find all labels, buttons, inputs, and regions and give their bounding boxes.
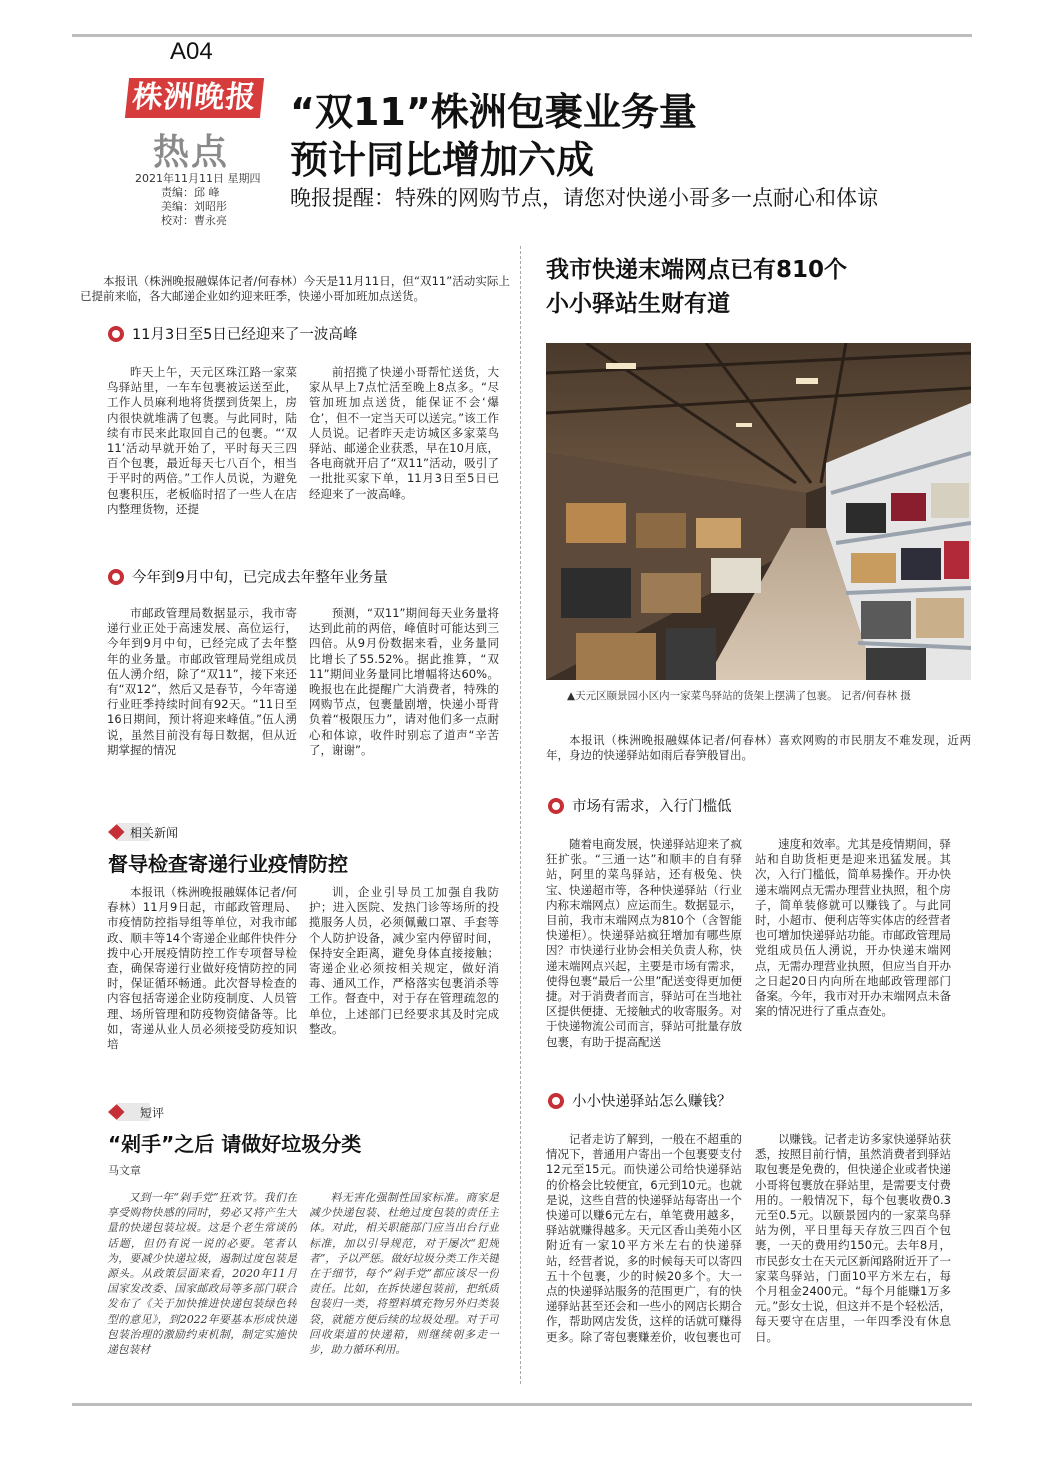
parcel-station-photo bbox=[546, 343, 971, 680]
main-section-2-col-2: 预测，“双11”期间每天业务量将达到此前的两倍，峰值时可能达到三四倍。从9月份数据来看，业务量同比增长了55.52%。据此推算，“双11”期间业务量同比增幅将达60%。晚报也在此提醒广大消费者，特殊的网购节点，包裹量剧增，快递小哥背负着“极限压力”，请对他们多一点耐心和体谅，收件时别忘了道声“辛苦了，谢谢”。 bbox=[309, 606, 499, 757]
page-meta bbox=[135, 172, 261, 228]
section-bullet-icon bbox=[108, 326, 124, 342]
bottom-rule bbox=[72, 1403, 972, 1406]
main-section-1-col-2: 前招揽了快递小哥帮忙送货，大家从早上7点忙活至晚上8点多。“尽管加班加点送货，能保证不会‘爆仓’，但不一定当天可以送完。”该工作人员说。记者昨天走访城区多家菜鸟驿站、邮递企业获悉，早在10月底，各电商就开启了“双11”活动，吸引了一批批买家下单，11月3日至5日已经迎来了一波高峰。 bbox=[309, 365, 499, 501]
main-headline-line-2: 预计同比增加六成 bbox=[290, 138, 595, 182]
side-section-2-heading bbox=[548, 1090, 732, 1111]
main-lead: 本报讯（株洲晚报融媒体记者/何春林）今天是11月11日，但“双11”活动实际上已提前来临，各大邮递企业如约迎来旺季，快递小哥加班加点送货。 bbox=[80, 274, 510, 304]
main-section-2-heading bbox=[108, 566, 388, 587]
meta-editor: 责编：邱 峰 bbox=[161, 186, 220, 199]
related-news-tag-label: 相关新闻 bbox=[130, 826, 179, 840]
column-divider bbox=[520, 246, 522, 1384]
main-headline-line-1: “双11”株洲包裹业务量 bbox=[290, 90, 697, 134]
main-section-2-title: 今年到9月中旬，已完成去年整年业务量 bbox=[132, 570, 388, 586]
side-section-2-col-2: 以赚钱。记者走访多家快递驿站获悉，按照目前行情，虽然消费者到驿站取包裹是免费的，但快递企业或者快递小哥将包裹放在驿站里，是需要支付费用的。一般情况下，每个包裹收费0.3元至0.5元。以颐景园内的一家菜鸟驿站为例，平日里每天存放三四百个包裹，一天的费用约150元。去年8月，市民彭女士在天元区新闻路附近开了一家菜鸟驿站，门面10平方米左右，每个月租金2400元。“每个月能赚1万多元。”彭女士说，但这并不是个轻松活，每天要守在店里，一年四季没有休息日。 bbox=[755, 1132, 951, 1344]
main-section-1-heading bbox=[108, 323, 357, 344]
related-news-title: 督导检查寄递行业疫情防控 bbox=[108, 852, 348, 876]
main-headline bbox=[290, 88, 697, 184]
related-news-col-1: 本报讯（株洲晚报融媒体记者/何春林）11月9日起，市邮政管理局、市疫情防控指导组等单位，对我市邮政、顺丰等14个寄递企业邮件快件分拨中心开展疫情防控工作专项督导检查，确保寄递行业做好疫情防控的同时，保证循环畅通。此次督导检查的内容包括寄递企业防疫制度、人员管理、场所管理和防疫物资储备等。比如，寄递从业人员必须接受防疫知识培 bbox=[107, 885, 297, 1052]
side-section-1-heading bbox=[548, 795, 732, 816]
side-story-title-line-1: 我市快递末端网点已有810个 bbox=[546, 257, 848, 283]
main-section-2-col-1: 市邮政管理局数据显示，我市寄递行业正处于高速发展、高位运行，今年到9月中旬，已经完成了去年整年的业务量。市邮政管理局党组成员伍人湧介绍，除了“双11”，接下来还有“双12”，然后又是春节，今年寄递行业旺季持续时间有92天。“11日至16日期间，预计将迎来峰值。”伍人湧说，虽然目前没有每日数据，但从近期掌握的情况 bbox=[107, 606, 297, 757]
meta-art-editor: 美编：刘昭彤 bbox=[161, 200, 227, 213]
section-name: 热点 bbox=[153, 131, 230, 173]
side-story-title-line-2: 小小驿站生财有道 bbox=[546, 291, 730, 317]
section-bullet-icon bbox=[108, 569, 124, 585]
newspaper-logo: 株洲晚报 bbox=[125, 78, 264, 118]
side-story-lead: 本报讯（株洲晚报融媒体记者/何春林）喜欢网购的市民朋友不难发现，近两年，身边的快递驿站如雨后春笋般冒出。 bbox=[546, 733, 971, 763]
page-code: A04 bbox=[170, 38, 213, 65]
main-subhead: 晚报提醒：特殊的网购节点，请您对快递小哥多一点耐心和体谅 bbox=[290, 186, 878, 210]
meta-proofreader: 校对：曹永亮 bbox=[161, 214, 227, 227]
side-section-1-title: 市场有需求，入行门槛低 bbox=[572, 799, 732, 815]
top-rule bbox=[72, 34, 972, 37]
related-news-col-2: 训，企业引导员工加强自我防护；进入医院、发热门诊等场所的投揽服务人员，必须佩戴口罩、手套等个人防护设备，减少室内停留时间，保持安全距离，避免身体直接接触；寄递企业必须按相关规定，做好消毒、通风工作，严格落实包裹消杀等工作。督查中，对于存在管理疏忽的单位，上述部门已经要求其及时完成整改。 bbox=[309, 885, 499, 1036]
main-section-1-title: 11月3日至5日已经迎来了一波高峰 bbox=[132, 327, 358, 343]
meta-date: 2021年11月11日 星期四 bbox=[135, 172, 261, 185]
main-section-1-col-1: 昨天上午，天元区珠江路一家菜鸟驿站里，一车车包裹被运送至此，工作人员麻利地将货摆到货架上，房内很快就堆满了包裹。与此同时，陆续有市民来此取回自己的包裹。“‘双11’活动早就开始了，平时每天三四百个包裹，最近每天七八百个，相当于平时的两倍。”工作人员说，为避免包裹积压，老板临时招了一些人在店内整理货物，还提 bbox=[107, 365, 297, 516]
commentary-col-2: 料无害化强制性国家标准。商家是减少快递包装、杜绝过度包装的责任主体。对此，相关职能部门应当出台行业标准，加以引导规范，对于屡次“犯规者”，予以严惩。做好垃圾分类工作关键在于细节，每个“剁手党”都应该尽一份责任。比如，在拆快递包装前，把纸质包装归一类，将塑料填充物另外归类装袋，就能方便后续的垃圾处理。对于可回收渠道的快递箱，则继续朝多走一步，助力循环利用。 bbox=[309, 1191, 499, 1357]
side-section-2-title: 小小快递驿站怎么赚钱？ bbox=[572, 1094, 732, 1110]
commentary-tag-label: 短评 bbox=[140, 1106, 165, 1120]
commentary-author: 马文章 bbox=[108, 1164, 141, 1177]
parcel-station-photo-art bbox=[546, 343, 971, 680]
commentary-title: “剁手”之后 请做好垃圾分类 bbox=[108, 1132, 362, 1156]
commentary-col-1: 又到一年“剁手党”狂欢节。我们在享受购物快感的同时，势必又将产生大量的快递包装垃圾。这是个老生常谈的话题，但仍有说一说的必要。笔者认为，要减少快递垃圾，遏制过度包装是源头。从政策层面来看，2020年11月国家发改委、国家邮政局等多部门联合发布了《关于加快推进快递包装绿色转型的意见》，到2022年要基本形成快递包装治理的激励约束机制，制定实施快递包装材 bbox=[107, 1191, 297, 1357]
section-bullet-icon bbox=[548, 1093, 564, 1109]
side-section-1-col-1: 随着电商发展，快递驿站迎来了疯狂扩张。“三通一达”和顺丰的自有驿站，阿里的菜鸟驿站，还有极兔、快宝、快递超市等，各种快递驿站（行业内称末端网点）应运而生。数据显示，目前，我市末端网点为810个（含智能快递柜）。快递驿站疯狂增加有哪些原因？市快递行业协会相关负责人称，快递末端网点兴起，主要是市场有需求，使得包裹“最后一公里”配送变得更加便捷。对于消费者而言，驿站可在当地社区提供便捷、无接触式的收寄服务。对于快递物流公司而言，驿站可批量存放包裹，有助于提高配送 bbox=[546, 837, 742, 1049]
section-bullet-icon bbox=[548, 798, 564, 814]
side-section-1-col-2: 速度和效率。尤其是疫情期间，驿站和自助货柜更是迎来迅猛发展。其次，入行门槛低，简单易操作。开办快递末端网点无需办理营业执照，租个房子，简单装修就可以赚钱了。与此同时，小超市、便利店等实体店的经营者也可增加快递驿站功能。市邮政管理局党组成员伍人湧说，开办快递末端网点，无需办理营业执照，但应当自开办之日起20日内向所在地邮政管理部门备案。今年，我市对开办末端网点未备案的情况进行了重点查处。 bbox=[755, 837, 951, 1019]
side-section-2-col-1: 记者走访了解到，一般在不超重的情况下，普通用户寄出一个包裹要支付12元至15元。而快递公司给快递驿站的价格会比较便宜，6元到10元。也就是说，这些自营的快递驿站每寄出一个快递可以赚6元左右，单笔费用越多，驿站就赚得越多。天元区香山美苑小区附近有一家10平方米左右的快递驿站，经营者说，多的时候每天可以寄四五十个包裹，少的时候20多个。大一点的快递驿站服务的范围更广，有的快递驿站甚至还会和一些小的网店长期合作，帮助网店发货，这样的话就可赚得更多。除了寄包裹赚差价，收包裹也可 bbox=[546, 1132, 742, 1344]
photo-caption: ▲天元区颐景园小区内一家菜鸟驿站的货架上摆满了包裹。 记者/何春林 摄 bbox=[567, 690, 911, 702]
